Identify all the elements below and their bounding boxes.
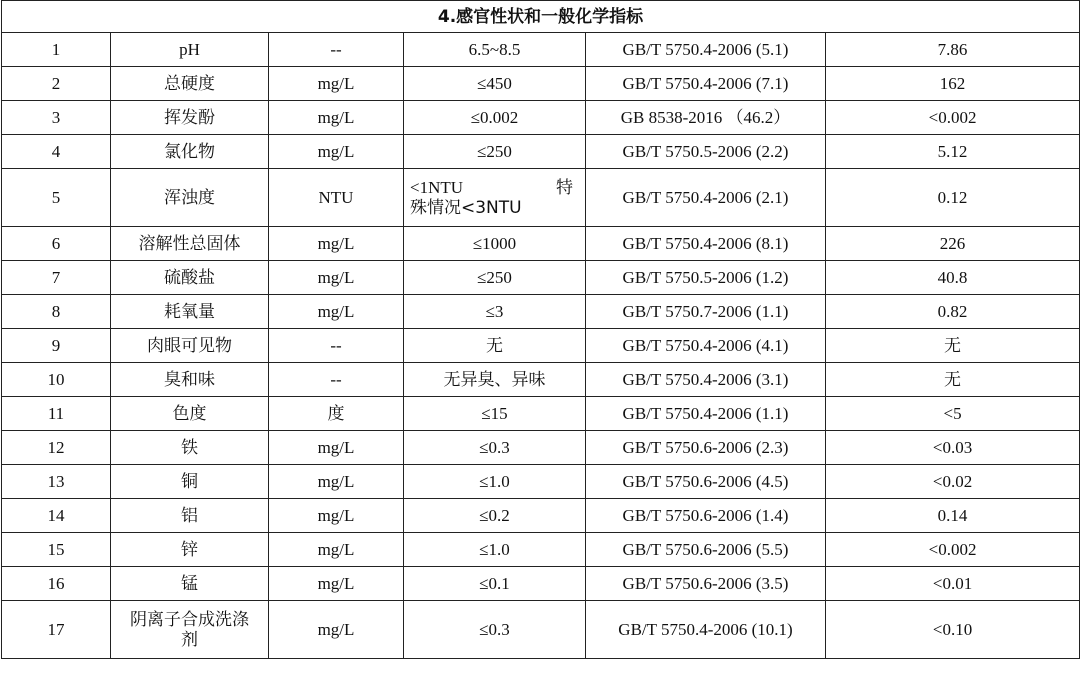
unit-cell: -- bbox=[269, 329, 404, 363]
row-number: 6 bbox=[2, 227, 111, 261]
table-row bbox=[2, 397, 1080, 431]
table-title: 4.感官性状和一般化学指标 bbox=[2, 1, 1080, 33]
result-cell: 0.14 bbox=[826, 499, 1080, 533]
limit-cell: ≤0.1 bbox=[404, 567, 586, 601]
limit-cell: 6.5~8.5 bbox=[404, 33, 586, 67]
limit-cell: ≤0.3 bbox=[404, 601, 586, 659]
limit-cell: ≤250 bbox=[404, 261, 586, 295]
unit-cell: NTU bbox=[269, 169, 404, 227]
table-row bbox=[2, 363, 1080, 397]
water-quality-table bbox=[1, 0, 1080, 659]
unit-cell: mg/L bbox=[269, 67, 404, 101]
row-number: 4 bbox=[2, 135, 111, 169]
unit-cell: mg/L bbox=[269, 431, 404, 465]
limit-cell: ≤450 bbox=[404, 67, 586, 101]
result-cell: 162 bbox=[826, 67, 1080, 101]
row-number: 2 bbox=[2, 67, 111, 101]
item-name: pH bbox=[111, 33, 269, 67]
result-cell: <0.002 bbox=[826, 101, 1080, 135]
unit-cell: mg/L bbox=[269, 601, 404, 659]
result-cell: <0.002 bbox=[826, 533, 1080, 567]
result-cell: <5 bbox=[826, 397, 1080, 431]
limit-cell: ≤1.0 bbox=[404, 465, 586, 499]
table-row bbox=[2, 567, 1080, 601]
unit-cell: mg/L bbox=[269, 499, 404, 533]
item-name: 铁 bbox=[111, 431, 269, 465]
item-name bbox=[111, 601, 269, 659]
limit-cell bbox=[404, 169, 586, 227]
unit-cell: mg/L bbox=[269, 465, 404, 499]
item-name: 溶解性总固体 bbox=[111, 227, 269, 261]
limit-cell: ≤0.2 bbox=[404, 499, 586, 533]
method-cell: GB/T 5750.4-2006 (5.1) bbox=[586, 33, 826, 67]
method-cell: GB/T 5750.4-2006 (7.1) bbox=[586, 67, 826, 101]
item-name: 氯化物 bbox=[111, 135, 269, 169]
table-row bbox=[2, 67, 1080, 101]
limit-cell: ≤1.0 bbox=[404, 533, 586, 567]
row-number: 1 bbox=[2, 33, 111, 67]
table-row bbox=[2, 329, 1080, 363]
unit-cell: mg/L bbox=[269, 227, 404, 261]
item-name-line2: 剂 bbox=[181, 629, 198, 650]
limit-cell: ≤3 bbox=[404, 295, 586, 329]
limit-cell: ≤0.002 bbox=[404, 101, 586, 135]
row-number: 8 bbox=[2, 295, 111, 329]
method-cell: GB/T 5750.4-2006 (10.1) bbox=[586, 601, 826, 659]
row-number: 9 bbox=[2, 329, 111, 363]
item-name: 锰 bbox=[111, 567, 269, 601]
item-name-line1: 阴离子合成洗涤 bbox=[130, 609, 249, 630]
result-cell: 无 bbox=[826, 329, 1080, 363]
result-cell: 无 bbox=[826, 363, 1080, 397]
method-cell: GB/T 5750.6-2006 (1.4) bbox=[586, 499, 826, 533]
table-title-row bbox=[2, 1, 1080, 33]
row-number: 15 bbox=[2, 533, 111, 567]
row-number: 14 bbox=[2, 499, 111, 533]
limit-line1-left: <1NTU bbox=[410, 177, 464, 197]
table-row bbox=[2, 101, 1080, 135]
item-name: 耗氧量 bbox=[111, 295, 269, 329]
table-row bbox=[2, 135, 1080, 169]
method-cell: GB/T 5750.5-2006 (1.2) bbox=[586, 261, 826, 295]
table-row bbox=[2, 169, 1080, 227]
item-name: 色度 bbox=[111, 397, 269, 431]
unit-cell: mg/L bbox=[269, 533, 404, 567]
result-cell: 226 bbox=[826, 227, 1080, 261]
limit-line2: 殊情况<3NTU bbox=[410, 197, 522, 218]
item-name: 铜 bbox=[111, 465, 269, 499]
method-cell: GB/T 5750.4-2006 (1.1) bbox=[586, 397, 826, 431]
row-number: 17 bbox=[2, 601, 111, 659]
method-cell: GB/T 5750.7-2006 (1.1) bbox=[586, 295, 826, 329]
result-cell: 7.86 bbox=[826, 33, 1080, 67]
table-row bbox=[2, 33, 1080, 67]
result-cell: <0.03 bbox=[826, 431, 1080, 465]
table-row bbox=[2, 499, 1080, 533]
limit-line1-right: 特 bbox=[556, 177, 573, 198]
unit-cell: mg/L bbox=[269, 567, 404, 601]
result-cell: 40.8 bbox=[826, 261, 1080, 295]
unit-cell: mg/L bbox=[269, 101, 404, 135]
result-cell: <0.10 bbox=[826, 601, 1080, 659]
item-name: 臭和味 bbox=[111, 363, 269, 397]
table-row bbox=[2, 295, 1080, 329]
method-cell: GB 8538-2016 （46.2） bbox=[586, 101, 826, 135]
method-cell: GB/T 5750.6-2006 (4.5) bbox=[586, 465, 826, 499]
method-cell: GB/T 5750.6-2006 (5.5) bbox=[586, 533, 826, 567]
row-number: 11 bbox=[2, 397, 111, 431]
method-cell: GB/T 5750.4-2006 (4.1) bbox=[586, 329, 826, 363]
limit-cell: 无异臭、异味 bbox=[404, 363, 586, 397]
method-cell: GB/T 5750.6-2006 (3.5) bbox=[586, 567, 826, 601]
table-row bbox=[2, 533, 1080, 567]
unit-cell: mg/L bbox=[269, 295, 404, 329]
limit-cell: ≤1000 bbox=[404, 227, 586, 261]
item-name: 锌 bbox=[111, 533, 269, 567]
result-cell: <0.01 bbox=[826, 567, 1080, 601]
row-number: 12 bbox=[2, 431, 111, 465]
limit-cell: 无 bbox=[404, 329, 586, 363]
table-row bbox=[2, 465, 1080, 499]
unit-cell: 度 bbox=[269, 397, 404, 431]
result-cell: 0.12 bbox=[826, 169, 1080, 227]
limit-cell: ≤250 bbox=[404, 135, 586, 169]
row-number: 3 bbox=[2, 101, 111, 135]
row-number: 13 bbox=[2, 465, 111, 499]
item-name: 硫酸盐 bbox=[111, 261, 269, 295]
limit-cell: ≤0.3 bbox=[404, 431, 586, 465]
row-number: 10 bbox=[2, 363, 111, 397]
result-cell: <0.02 bbox=[826, 465, 1080, 499]
table-row bbox=[2, 227, 1080, 261]
unit-cell: -- bbox=[269, 363, 404, 397]
unit-cell: -- bbox=[269, 33, 404, 67]
table-row bbox=[2, 601, 1080, 659]
unit-cell: mg/L bbox=[269, 135, 404, 169]
item-name: 浑浊度 bbox=[111, 169, 269, 227]
method-cell: GB/T 5750.4-2006 (2.1) bbox=[586, 169, 826, 227]
result-cell: 5.12 bbox=[826, 135, 1080, 169]
item-name: 铝 bbox=[111, 499, 269, 533]
item-name: 肉眼可见物 bbox=[111, 329, 269, 363]
method-cell: GB/T 5750.5-2006 (2.2) bbox=[586, 135, 826, 169]
row-number: 5 bbox=[2, 169, 111, 227]
method-cell: GB/T 5750.6-2006 (2.3) bbox=[586, 431, 826, 465]
method-cell: GB/T 5750.4-2006 (3.1) bbox=[586, 363, 826, 397]
item-name: 总硬度 bbox=[111, 67, 269, 101]
row-number: 16 bbox=[2, 567, 111, 601]
result-cell: 0.82 bbox=[826, 295, 1080, 329]
row-number: 7 bbox=[2, 261, 111, 295]
method-cell: GB/T 5750.4-2006 (8.1) bbox=[586, 227, 826, 261]
unit-cell: mg/L bbox=[269, 261, 404, 295]
item-name: 挥发酚 bbox=[111, 101, 269, 135]
limit-cell: ≤15 bbox=[404, 397, 586, 431]
table-row bbox=[2, 261, 1080, 295]
table-row bbox=[2, 431, 1080, 465]
